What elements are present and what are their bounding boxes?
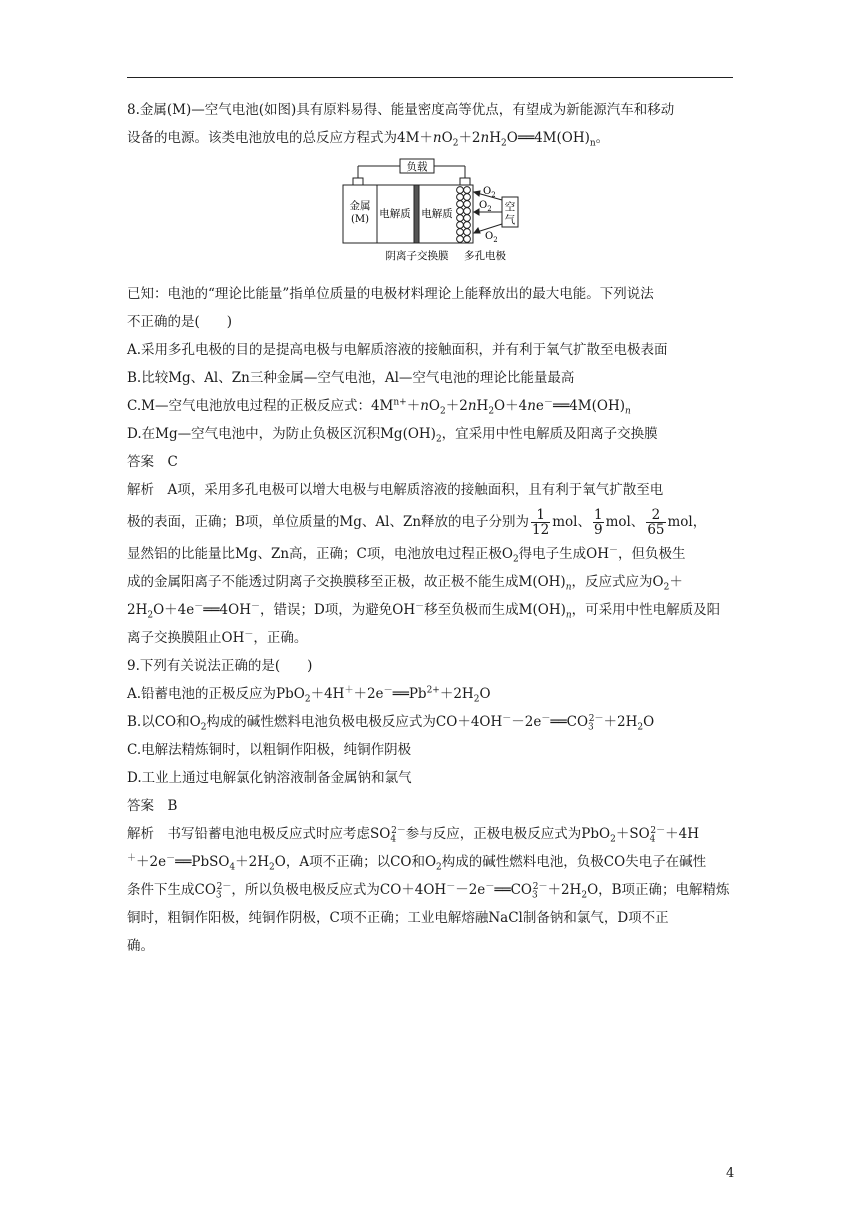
- q8-known-line2: 不正确的是( ): [127, 314, 233, 330]
- q9-explanation-line2: $^++2e^-══PbSO_4+2H_2O$，A项不正确；以CO和$O_2$构成的碱性燃料电池，负极CO失电子在碱性: [127, 853, 707, 873]
- q9-option-a: A.铅蓄电池的正极反应为$PbO_2+4H^++2e^-══Pb^{2+}+2H_2O$: [127, 685, 491, 705]
- fraction-zn: $\frac{2}{65}$: [647, 507, 665, 538]
- fraction-al: $\frac{1}{9}$: [593, 507, 603, 538]
- air-label-1: 空: [504, 201, 516, 213]
- q8-explanation-line1: 解析 A项，采用多孔电极可以增大电极与电解质溶液的接触面积，且有利于氧气扩散至电: [127, 482, 664, 498]
- q8-stem-line2: 设备的电源。该类电池放电的总反应方程式为$4M+nO_2+2nH_2O══4M(OH)_n$。: [127, 130, 610, 149]
- q8-answer: 答案 C: [127, 454, 178, 470]
- fraction-mg: $\frac{1}{12}$: [532, 507, 550, 538]
- q8-option-c: C.M—空气电池放电过程的正极反应式：$4M^{n+}+nO_2+2nH_2O+4ne^-══4M(OH)_n$: [127, 397, 631, 417]
- q8-option-a: A.采用多孔电极的目的是提高电极与电解质溶液的接触面积，并有利于氧气扩散至电极表面: [127, 342, 668, 358]
- q8-explanation-line5: $2H_2O+4e^-══4OH^-$，错误；D项，为避免OH－移至负极而生成$M(OH)_n$，可采用中性电解质及阳: [127, 601, 721, 621]
- q9-explanation-line3: 条件下生成$CO_3^{2-}$，所以负极电极反应式为$CO+4OH^--2e^-══CO_3^{2-}+2H_2O$，B项正确；电解精炼: [127, 881, 730, 901]
- o2-label-top: $O_2$: [483, 186, 496, 199]
- metal-symbol-label: (M): [350, 214, 370, 225]
- right-electrolyte-label: 电解质: [421, 208, 453, 220]
- q8-option-d: D.在Mg—空气电池中，为防止负极区沉积$Mg(OH)_2$，宜采用中性电解质及阳离子交换膜: [127, 426, 658, 445]
- q8-explanation-line4: 成的金属阳离子不能透过阴离子交换膜移至正极，故正极不能生成$M(OH)_n$，反应式应为$O_2+$: [127, 574, 683, 593]
- q8-explanation-line3: 显然铝的比能量比Mg、Zn高，正确；C项，电池放电过程正极$O_2$得电子生成OH－，但负极生: [127, 545, 686, 565]
- q8-stem-line1: 8.金属(M)—空气电池(如图)具有原料易得、能量密度高等优点，有望成为新能源汽车和移动: [127, 102, 675, 118]
- q9-explanation-line4: 铜时，粗铜作阳极，纯铜作阴极，C项不正确；工业电解熔融NaCl制备钠和氯气，D项不正: [127, 910, 669, 926]
- q9-option-c: C.电解法精炼铜时，以粗铜作阳极，纯铜作阴极: [127, 742, 412, 758]
- load-label: 负载: [406, 161, 428, 173]
- header-rule: [127, 77, 733, 78]
- q9-option-b: B.以CO和$O_2$构成的碱性燃料电池负极电极反应式为$CO+4OH^--2e^-══CO_3^{2-}+2H_2O$: [127, 713, 655, 733]
- o2-label-middle: $O_2$: [479, 200, 492, 213]
- page-number: 4: [726, 1166, 735, 1181]
- q8-option-b: B.比较Mg、Al、Zn三种金属—空气电池，Al—空气电池的理论比能量最高: [127, 370, 575, 386]
- q8-explanation-line6: 离子交换膜阻止OH－，正确。: [127, 629, 308, 646]
- q9-explanation-line1: 解析 书写铅蓄电池电极反应式时应考虑$SO_4^{2-}$参与反应，正极电极反应式为$PbO_2+SO_4^{2-}+4H$: [127, 825, 699, 845]
- page-content: [127, 96, 733, 960]
- q9-option-d: D.工业上通过电解氯化钠溶液制备金属钠和氯气: [127, 770, 412, 786]
- q9-stem: 9.下列有关说法正确的是( ): [127, 658, 313, 674]
- battery-diagram: [127, 156, 733, 278]
- air-label-2: 气: [504, 214, 516, 226]
- o2-label-bottom: $O_2$: [485, 231, 498, 244]
- porous-electrode-label: 多孔电极: [464, 250, 506, 262]
- membrane-label: 阴离子交换膜: [385, 250, 449, 262]
- left-electrolyte-label: 电解质: [379, 208, 411, 220]
- q8-known-line1: 已知：电池的“理论比能量”指单位质量的电极材料理论上能释放出的最大电能。下列说法: [127, 286, 654, 302]
- metal-label: 金属: [349, 200, 371, 212]
- q9-explanation-line5: 确。: [127, 938, 154, 954]
- q8-explanation-line2: 极的表面，正确；B项，单位质量的Mg、Al、Zn释放的电子分别为 $\frac{1}{12}$ mol、 $\frac{1}{9}$ mol、 $\frac{2}{65}$ mol，: [127, 507, 707, 538]
- q9-answer: 答案 B: [127, 798, 178, 814]
